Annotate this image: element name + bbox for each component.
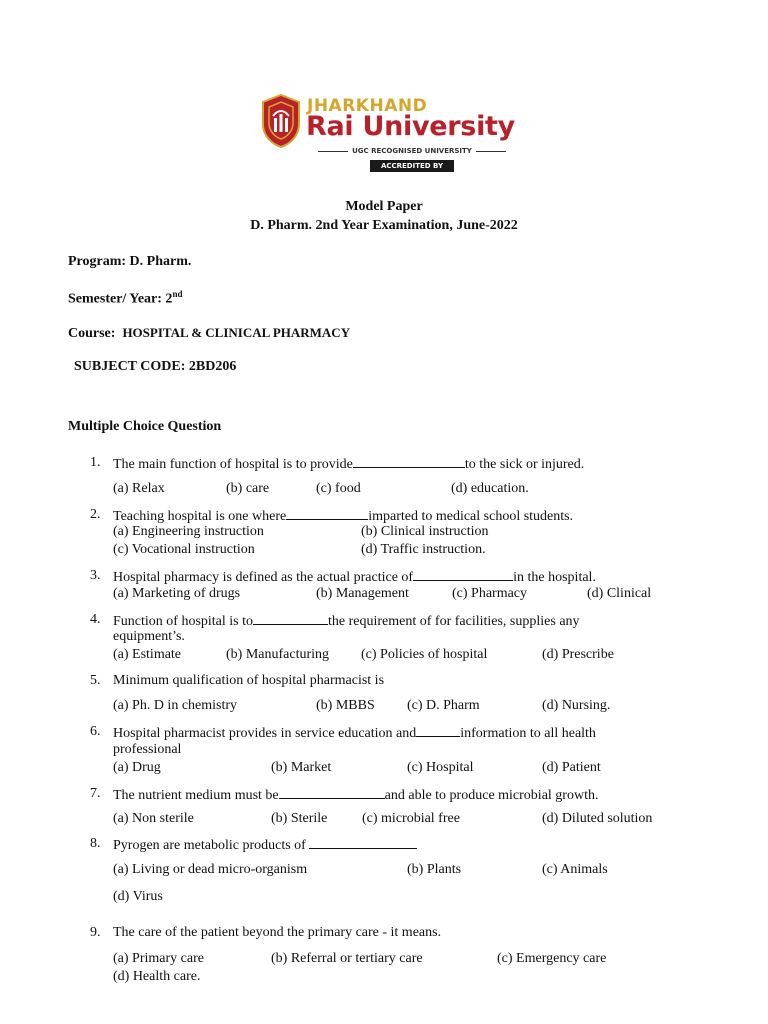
option-d: (d) education. <box>451 481 529 496</box>
question-number: 6. <box>90 724 101 739</box>
university-logo <box>262 94 520 182</box>
question-text-continued: professional <box>113 742 182 757</box>
question-number: 5. <box>90 673 101 688</box>
question-text-continued: equipment’s. <box>113 629 185 644</box>
answer-blank <box>253 612 328 625</box>
question-text: Hospital pharmacist provides in service education and information to all health <box>113 726 596 741</box>
paper-title: Model Paper <box>345 199 423 214</box>
option-c: (c) Pharmacy <box>452 586 528 601</box>
question-text: The nutrient medium must be and able to produce microbial growth. <box>113 788 599 803</box>
option-b: (b) Market <box>271 760 332 775</box>
option-d: (d) Clinical <box>587 586 652 601</box>
option-c: (c) Emergency care <box>497 951 607 966</box>
course-line: Course: HOSPITAL & CLINICAL PHARMACY <box>68 325 351 341</box>
option-b: (b) Plants <box>407 862 462 877</box>
logo-top-text: JHARKHAND <box>307 96 428 116</box>
option-d: (d) Traffic instruction. <box>361 542 486 557</box>
option-c: (c) Animals <box>542 862 608 877</box>
option-a: (a) Living or dead micro-organism <box>113 862 308 877</box>
program-line: Program: D. Pharm. <box>68 254 192 269</box>
answer-blank <box>309 836 417 849</box>
option-c: (c) Hospital <box>407 760 474 775</box>
logo-ugc-text: UGC RECOGNISED UNIVERSITY <box>308 147 516 155</box>
option-d: (d) Diluted solution <box>542 811 653 826</box>
answer-blank <box>416 724 460 737</box>
semester-line: Semester/ Year: 2nd <box>68 289 183 307</box>
option-d: (d) Patient <box>542 760 601 775</box>
question-text: Minimum qualification of hospital pharmacist is <box>113 673 385 688</box>
university-shield-icon <box>262 94 300 148</box>
option-b: (b) Management <box>316 586 409 601</box>
naac-badge: ACCREDITED BY NAAC <box>370 160 454 172</box>
question-number: 7. <box>90 786 101 801</box>
option-c: (c) Policies of hospital <box>361 647 488 662</box>
question-number: 3. <box>90 568 101 583</box>
option-a: (a) Ph. D in chemistry <box>113 698 238 713</box>
subject-code: SUBJECT CODE: 2BD206 <box>74 359 237 374</box>
question-text: Function of hospital is to the requirement of for facilities, supplies any <box>113 614 580 629</box>
option-a: (a) Primary care <box>113 951 204 966</box>
option-b: (b) care <box>226 481 270 496</box>
question-text: The main function of hospital is to provide to the sick or injured. <box>113 457 585 472</box>
question-number: 9. <box>90 925 101 940</box>
question-text: Teaching hospital is one where imparted to medical school students. <box>113 509 574 524</box>
option-b: (b) Referral or tertiary care <box>271 951 423 966</box>
section-title: Multiple Choice Question <box>68 419 222 434</box>
option-c: (c) Vocational instruction <box>113 542 255 557</box>
option-a: (a) Relax <box>113 481 165 496</box>
option-d: (d) Health care. <box>113 969 201 984</box>
option-b: (b) Clinical instruction <box>361 524 489 539</box>
question-text: Pyrogen are metabolic products of <box>113 836 417 854</box>
option-c: (c) food <box>316 481 361 496</box>
option-a: (a) Non sterile <box>113 811 194 826</box>
option-d: (d) Nursing. <box>542 698 611 713</box>
option-a: (a) Marketing of drugs <box>113 586 241 601</box>
answer-blank <box>286 507 368 520</box>
option-c: (c) D. Pharm <box>407 698 480 713</box>
option-a: (a) Engineering instruction <box>113 524 264 539</box>
option-d: (d) Prescribe <box>542 647 614 662</box>
option-c: (c) microbial free <box>362 811 460 826</box>
option-a: (a) Drug <box>113 760 161 775</box>
option-d: (d) Virus <box>113 889 163 904</box>
answer-blank <box>353 455 465 468</box>
option-b: (b) Manufacturing <box>226 647 330 662</box>
exam-title: D. Pharm. 2nd Year Examination, June-2022 <box>250 218 518 233</box>
option-b: (b) Sterile <box>271 811 328 826</box>
option-b: (b) MBBS <box>316 698 375 713</box>
question-text: The care of the patient beyond the primary care - it means. <box>113 925 442 940</box>
question-number: 2. <box>90 507 101 522</box>
question-number: 1. <box>90 455 101 470</box>
answer-blank <box>279 786 385 799</box>
option-a: (a) Estimate <box>113 647 182 662</box>
question-number: 4. <box>90 612 101 627</box>
logo-main-text: Rai University <box>306 111 515 142</box>
answer-blank <box>413 568 513 581</box>
question-text: Hospital pharmacy is defined as the actual practice of in the hospital. <box>113 570 596 585</box>
question-number: 8. <box>90 836 101 851</box>
